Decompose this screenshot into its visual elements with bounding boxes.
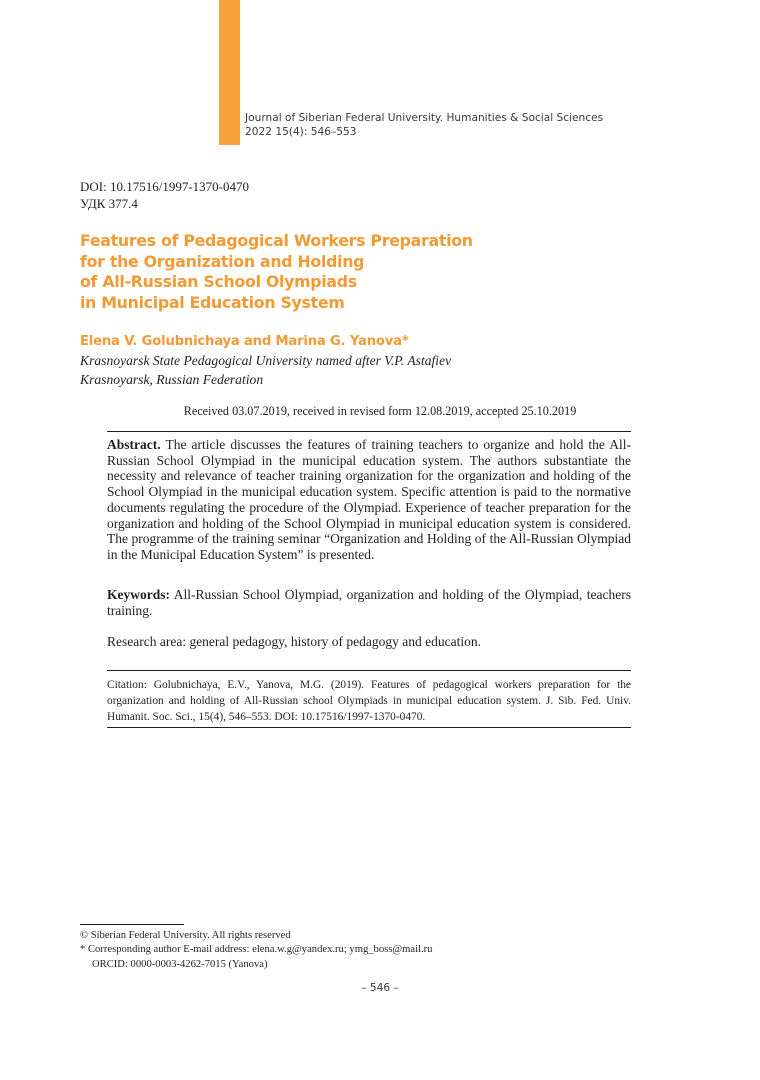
affiliation-location: Krasnoyarsk, Russian Federation: [80, 371, 264, 387]
article-identifiers: [80, 178, 249, 212]
footnotes: [80, 929, 432, 972]
footnote-rule: [80, 924, 184, 925]
keywords-text: All-Russian School Olympiad, organization and holding of the Olympiad, teachers training.: [107, 587, 631, 618]
title-line: of All-Russian School Olympiads: [80, 272, 357, 291]
abstract-label: Abstract.: [107, 437, 161, 452]
title-line: Features of Pedagogical Workers Preparation: [80, 231, 473, 250]
copyright-note: © Siberian Federal University. All rights reserved: [80, 930, 291, 941]
journal-title: Journal of Siberian Federal University. Humanities & Social Sciences: [245, 112, 604, 124]
received-dates: Received 03.07.2019, received in revised form 12.08.2019, accepted 25.10.2019: [183, 404, 577, 418]
affiliation: [80, 352, 451, 389]
abstract-text: The article discusses the features of training teachers to organize and hold the All-Russian School Olympiad in the municipal education system. The authors substantiate the necessity and relevance of teacher training organization for the organization and holding of the School Olympiad in the municipal education system. Specific attention is paid to the normative documents regulating the procedure of the Olympiad. Experience of teacher preparation for the organization and holding of the School Olympiad in municipal education system is considered. The programme of the training seminar “Organization and Holding of the All-Russian Olympiad in the Municipal Education System” is presented.: [107, 437, 631, 562]
orcid-note: ORCID: 0000-0003-4262-7015 (Yanova): [92, 958, 268, 970]
affiliation-institution: Krasnoyarsk State Pedagogical University named after V.P. Astafiev: [80, 353, 452, 368]
citation-bottom-rule: [107, 727, 631, 728]
keywords-label: Keywords:: [107, 587, 170, 602]
authors: Elena V. Golubnichaya and Marina G. Yanova*: [80, 334, 409, 349]
research-area: Research area: general pedagogy, history of pedagogy and education.: [107, 634, 481, 649]
keywords: [107, 587, 631, 619]
citation-top-rule: [107, 670, 631, 671]
journal-accent-bar: [219, 0, 240, 145]
corresponding-author-note: * Corresponding author E-mail address: elena.w.g@yandex.ru; ymg_boss@mail.ru: [80, 944, 433, 956]
page-number: – 546 –: [361, 982, 399, 994]
udk: УДК 377.4: [80, 196, 138, 211]
abstract: [107, 437, 631, 563]
citation: Citation: Golubnichaya, E.V., Yanova, M.G. (2019). Features of pedagogical workers preparation for the organization and holding of All-Russian school Olympiads in municipal education system. J. Sib. Fed. Univ. Humanit. Soc. Sci., 15(4), 546–553. DOI: 10.17516/1997-1370-0470.: [107, 679, 631, 723]
journal-issue: 2022 15(4): 546–553: [245, 126, 357, 138]
article-title: [80, 231, 500, 313]
journal-header: [245, 111, 603, 139]
title-line: for the Organization and Holding: [80, 251, 365, 271]
doi[interactable]: DOI: 10.17516/1997-1370-0470: [80, 179, 249, 194]
abstract-top-rule: [107, 431, 631, 432]
title-line: in Municipal Education System: [80, 292, 345, 312]
